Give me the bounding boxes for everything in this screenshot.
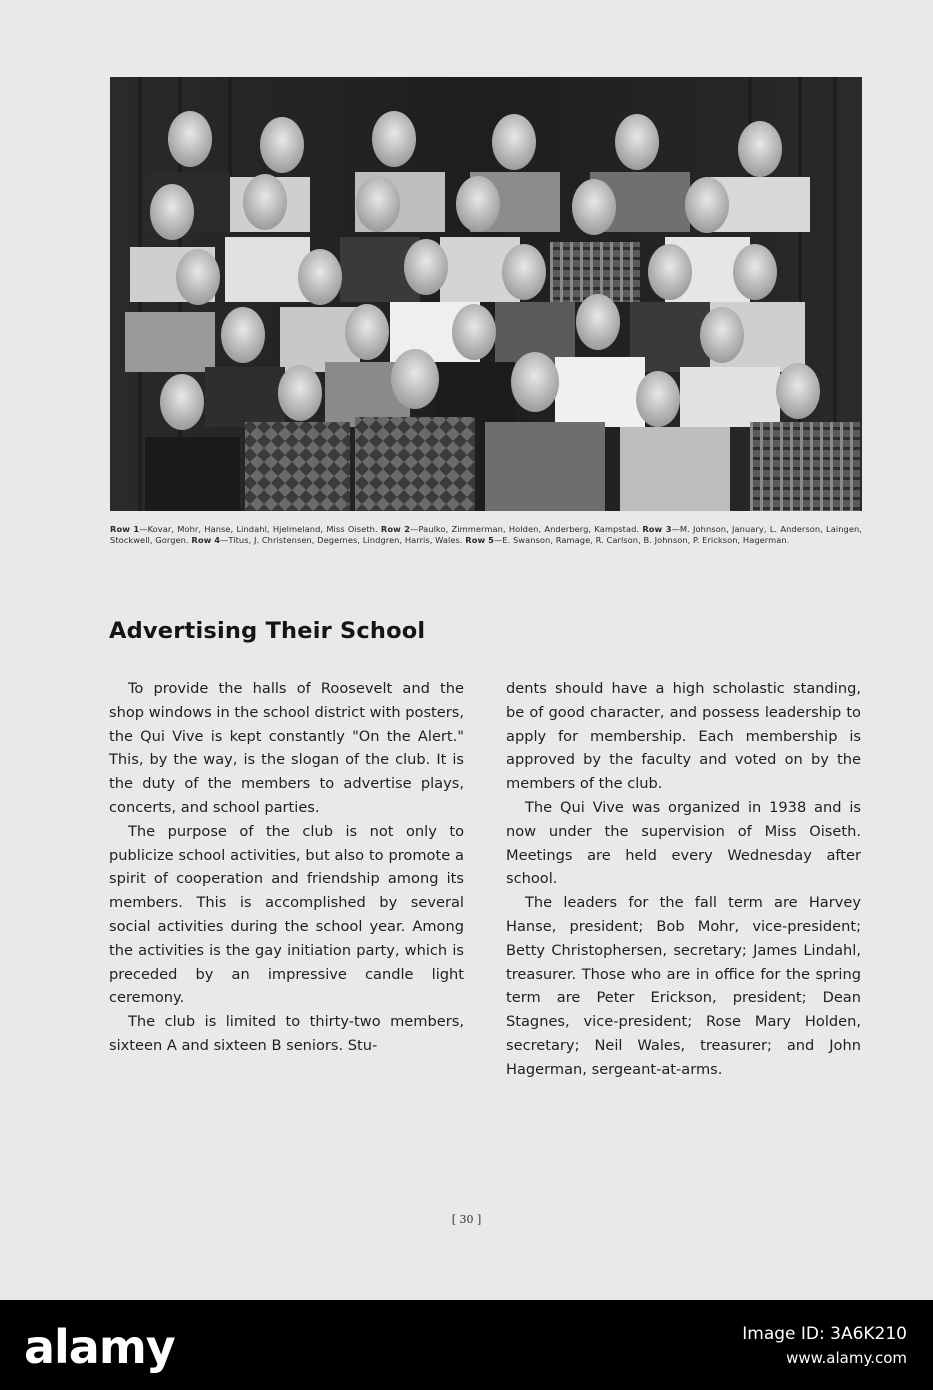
article-column-left (109, 677, 464, 1058)
caption-row-1-label: Row 1 (110, 524, 140, 534)
paragraph: The leaders for the fall term are Harvey Hanse, president; Bob Mohr, vice-president; Betty Christophersen, secretary; James Lindahl, treasurer. Those who are in office for the spring term are Peter Erickson, president; Dean Stagnes, vice-president; Rose Mary Holden, secretary; Neil Wales, treasurer; and John Hagerman, sergeant-at-arms. (506, 894, 861, 1078)
caption-row-2-label: Row 2 (380, 524, 411, 534)
article-title: Advertising Their School (109, 618, 426, 644)
caption-row-3-label: Row 3 (642, 524, 672, 534)
photo-caption (110, 524, 862, 545)
caption-row-4-names: —Titus, J. Christensen, Degernes, Lindgren, Harris, Wales. (220, 534, 463, 545)
paragraph: To provide the halls of Roosevelt and the shop windows in the school district with posters, the Qui Vive is kept constantly "On the Alert." This, by the way, is the slogan of the club. It is the duty of the members to advertise plays, concerts, and school parties. (109, 680, 464, 816)
paragraph: The purpose of the club is not only to publicize school activities, but also to promote a spirit of cooperation and friendship among its members. This is accomplished by several social activities during the school year. Among the activities is the gay initiation party, which is preceded by an impressive candle light ceremony. (109, 822, 464, 1007)
paragraph: The Qui Vive was organized in 1938 and is now under the supervision of Miss Oiseth. Meetings are held every Wednesday after school. (506, 798, 861, 888)
group-photo (110, 77, 862, 511)
stock-logo: alamy (24, 1320, 175, 1374)
page-number: [ 30 ] (451, 1213, 482, 1226)
article-column-right (506, 677, 861, 1082)
caption-row-1-names: —Kovar, Mohr, Hanse, Lindahl, Hjelmeland, Miss Oiseth. (139, 524, 378, 534)
group-photo-illustration (110, 77, 862, 511)
caption-row-3-names: —M. Johnson, January, L. Anderson, Laingen, Stockwell, Gorgen. (110, 524, 862, 545)
caption-row-5-names: —E. Swanson, Ramage, R. Carlson, B. Johnson, P. Erickson, Hagerman. (493, 534, 790, 545)
paragraph: The club is limited to thirty-two members, sixteen A and sixteen B seniors. Stu- (109, 1013, 464, 1054)
stock-site-link[interactable]: www.alamy.com (786, 1349, 907, 1367)
caption-row-4-label: Row 4 (191, 534, 221, 545)
stock-footer-bar (0, 1300, 933, 1390)
stock-meta (742, 1322, 907, 1370)
caption-row-5-label: Row 5 (465, 534, 494, 545)
image-id: Image ID: 3A6K210 (742, 1324, 907, 1344)
paragraph: dents should have a high scholastic standing, be of good character, and possess leadership to apply for membership. Each membership is approved by the faculty and voted on by the members of the club. (506, 680, 861, 793)
caption-row-2-names: —Paulko, Zimmerman, Holden, Anderberg, Kampstad. (410, 524, 640, 534)
